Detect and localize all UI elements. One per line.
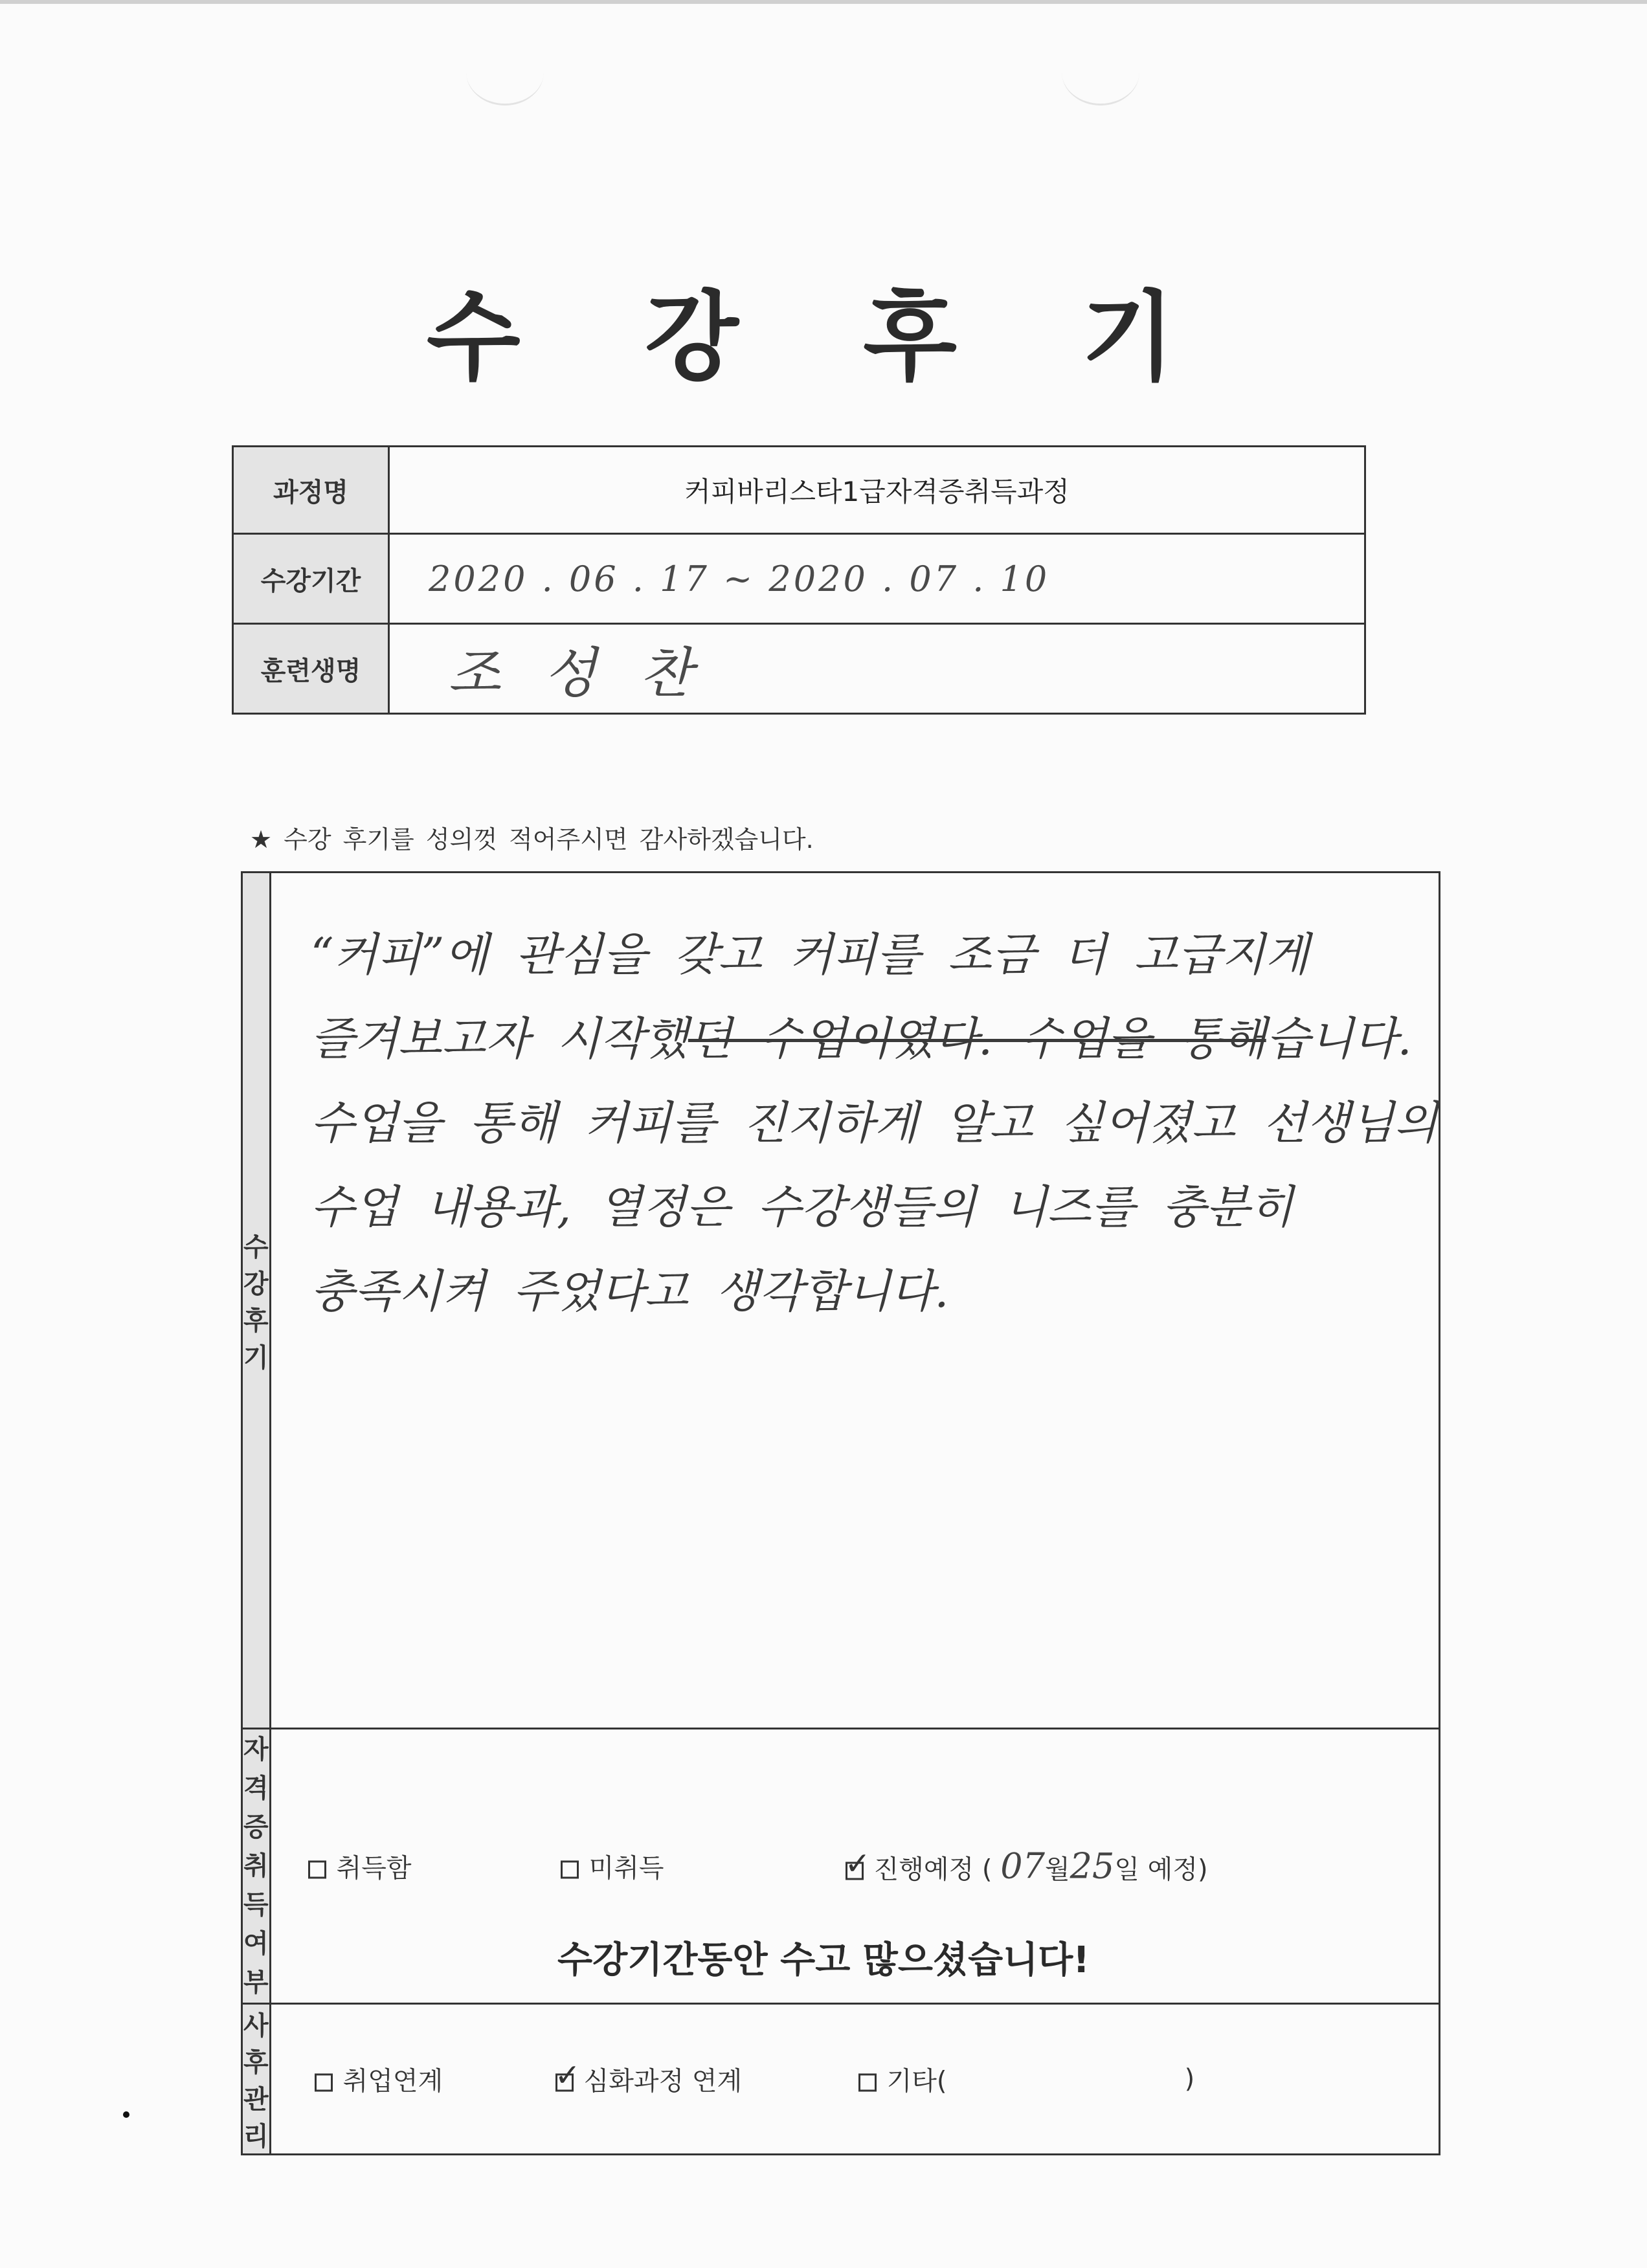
closing-message: 수강기간동안 수고 많으셨습니다! xyxy=(557,1939,1090,1981)
option-acquired[interactable] xyxy=(308,1848,412,1885)
checkbox-icon[interactable] xyxy=(858,2074,877,2092)
checkbox-icon[interactable] xyxy=(308,1861,326,1879)
info-table xyxy=(232,445,1366,715)
checkmark-icon: ✓ xyxy=(554,2057,581,2094)
review-text: 습니다. xyxy=(1266,1012,1412,1065)
review-line: 충족시켜 주었다고 생각합니다. xyxy=(310,1265,949,1318)
punch-hole xyxy=(466,39,544,106)
review-label: 수강후기 xyxy=(242,873,271,1729)
instruction-note: ★ 수강 후기를 성의껏 적어주시면 감사하겠습니다. xyxy=(250,825,814,854)
name-row xyxy=(233,624,1365,714)
day-unit: 일 예정) xyxy=(1114,1854,1208,1885)
option-label: 취득함 xyxy=(336,1853,412,1884)
day-value: 25 xyxy=(1070,1845,1115,1887)
checkbox-icon[interactable] xyxy=(554,2057,581,2094)
followup-options xyxy=(270,2004,1439,2155)
checkbox-icon[interactable] xyxy=(844,1845,871,1882)
period-row xyxy=(233,534,1365,624)
option-label: 기타( xyxy=(886,2066,947,2096)
option-label: 진행예정 xyxy=(873,1854,974,1885)
course-label: 과정명 xyxy=(233,447,389,534)
option-label: 취업연계 xyxy=(342,2066,443,2096)
course-value: 커피바리스타1급자격증취득과정 xyxy=(389,447,1365,534)
checkbox-icon[interactable] xyxy=(315,2074,333,2092)
trainee-name-label: 훈련생명 xyxy=(233,624,389,714)
option-planned[interactable] xyxy=(846,1846,1208,1887)
period-value: 2020 . 06 . 17 ~ 2020 . 07 . 10 xyxy=(389,534,1365,624)
followup-row xyxy=(242,2004,1440,2155)
review-body xyxy=(270,873,1439,1729)
option-label: 심화과정 연계 xyxy=(583,2066,743,2096)
review-row xyxy=(242,873,1440,1729)
scan-speck xyxy=(123,2111,129,2118)
option-not-acquired[interactable] xyxy=(561,1848,664,1885)
option-employment[interactable] xyxy=(315,2061,443,2098)
punch-hole xyxy=(1062,39,1139,106)
followup-label: 사후관리 xyxy=(242,2004,271,2155)
review-text: 즐겨보고자 시작했 xyxy=(310,1012,688,1065)
checkbox-icon[interactable] xyxy=(561,1861,579,1879)
period-label: 수강기간 xyxy=(233,534,389,624)
option-label: 미취득 xyxy=(588,1853,664,1884)
struck-text: 던 수업이였다. 수업을 통해 xyxy=(688,1012,1266,1065)
certificate-label-line2: 취득여부 xyxy=(243,1851,269,1997)
checkmark-icon: ✓ xyxy=(844,1845,871,1882)
page-title: 수 강 후 기 xyxy=(426,282,1221,394)
trainee-name-value: 조 성 찬 xyxy=(389,624,1365,714)
paren-open: ( xyxy=(981,1854,992,1885)
month-unit: 월 xyxy=(1044,1854,1070,1885)
review-line xyxy=(311,997,1438,1081)
review-line: 수업 내용과, 열정은 수강생들의 니즈를 충분히 xyxy=(310,1181,1294,1234)
other-close-paren: ) xyxy=(1184,2064,1195,2094)
review-line: 수업을 통해 커피를 진지하게 알고 싶어졌고 선생님의 xyxy=(310,1096,1438,1150)
review-line: “커피”에 관심을 갖고 커피를 조금 더 고급지게 xyxy=(310,928,1309,981)
course-row xyxy=(233,447,1365,534)
certificate-label-line1: 자격증 xyxy=(243,1735,269,1842)
month-value: 07 xyxy=(1000,1845,1045,1887)
option-advanced[interactable] xyxy=(554,2057,743,2098)
page-top-edge xyxy=(0,0,1647,4)
option-other[interactable] xyxy=(858,2061,947,2098)
